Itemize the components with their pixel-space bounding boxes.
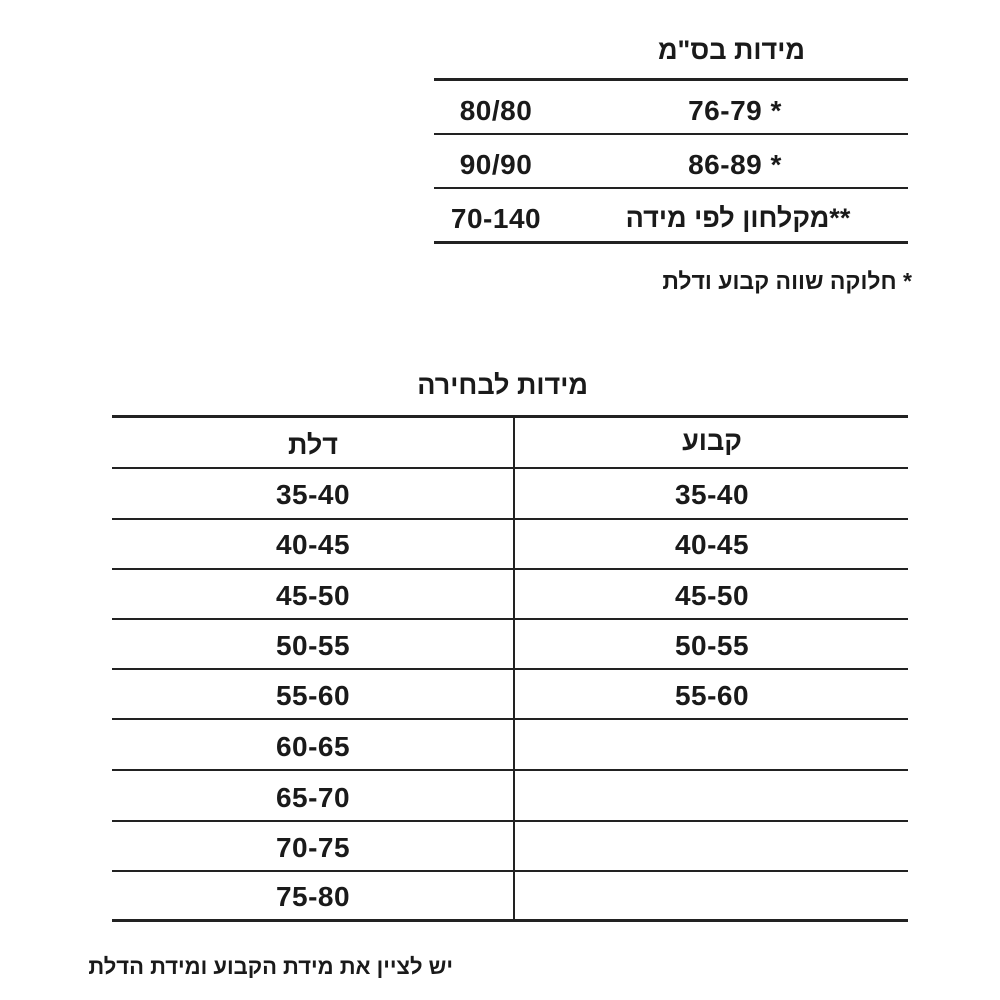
sizes-row-label: 86-89 * [688,149,782,180]
cell-door: 40-45 [275,529,351,560]
sizes-row-value: 80/80 [459,95,533,126]
divider [112,618,908,620]
divider [112,568,908,570]
cell-fixed: 35-40 [674,479,750,510]
cell-fixed: 55-60 [674,680,750,711]
cell-door: 50-55 [275,630,351,661]
divider [112,668,908,670]
sizes-table-title: מידות בס"מ [657,35,805,65]
cell-fixed: 50-55 [674,630,750,661]
column-header-fixed: קבוע [682,426,742,456]
divider [434,78,908,81]
cell-door: 45-50 [275,580,351,611]
divider [112,870,908,872]
sizes-footnote: * חלוקה שווה קבוע ודלת [662,268,912,294]
cell-door: 60-65 [275,731,351,762]
sizes-row-value: 70-140 [450,203,542,234]
sizes-row-label: 76-79 * [688,95,782,126]
divider [434,133,908,135]
divider [112,820,908,822]
divider [112,415,908,418]
cell-door: 70-75 [275,832,351,863]
choice-table-note: יש לציין את מידת הקבוע ומידת הדלת [88,954,453,979]
divider [434,241,908,244]
cell-door: 35-40 [275,479,351,510]
sizes-row-value: 90/90 [459,149,533,180]
column-header-door: דלת [288,430,338,460]
cell-fixed: 45-50 [674,580,750,611]
divider [434,187,908,189]
choice-table-title: מידות לבחירה [417,370,588,400]
cell-door: 55-60 [275,680,351,711]
cell-fixed: 40-45 [674,529,750,560]
divider [112,769,908,771]
divider [112,467,908,469]
sizes-row-label: **מקלחון לפי מידה [625,203,851,233]
divider [112,518,908,520]
divider [112,919,908,922]
cell-door: 75-80 [275,881,351,912]
divider [112,718,908,720]
cell-door: 65-70 [275,782,351,813]
